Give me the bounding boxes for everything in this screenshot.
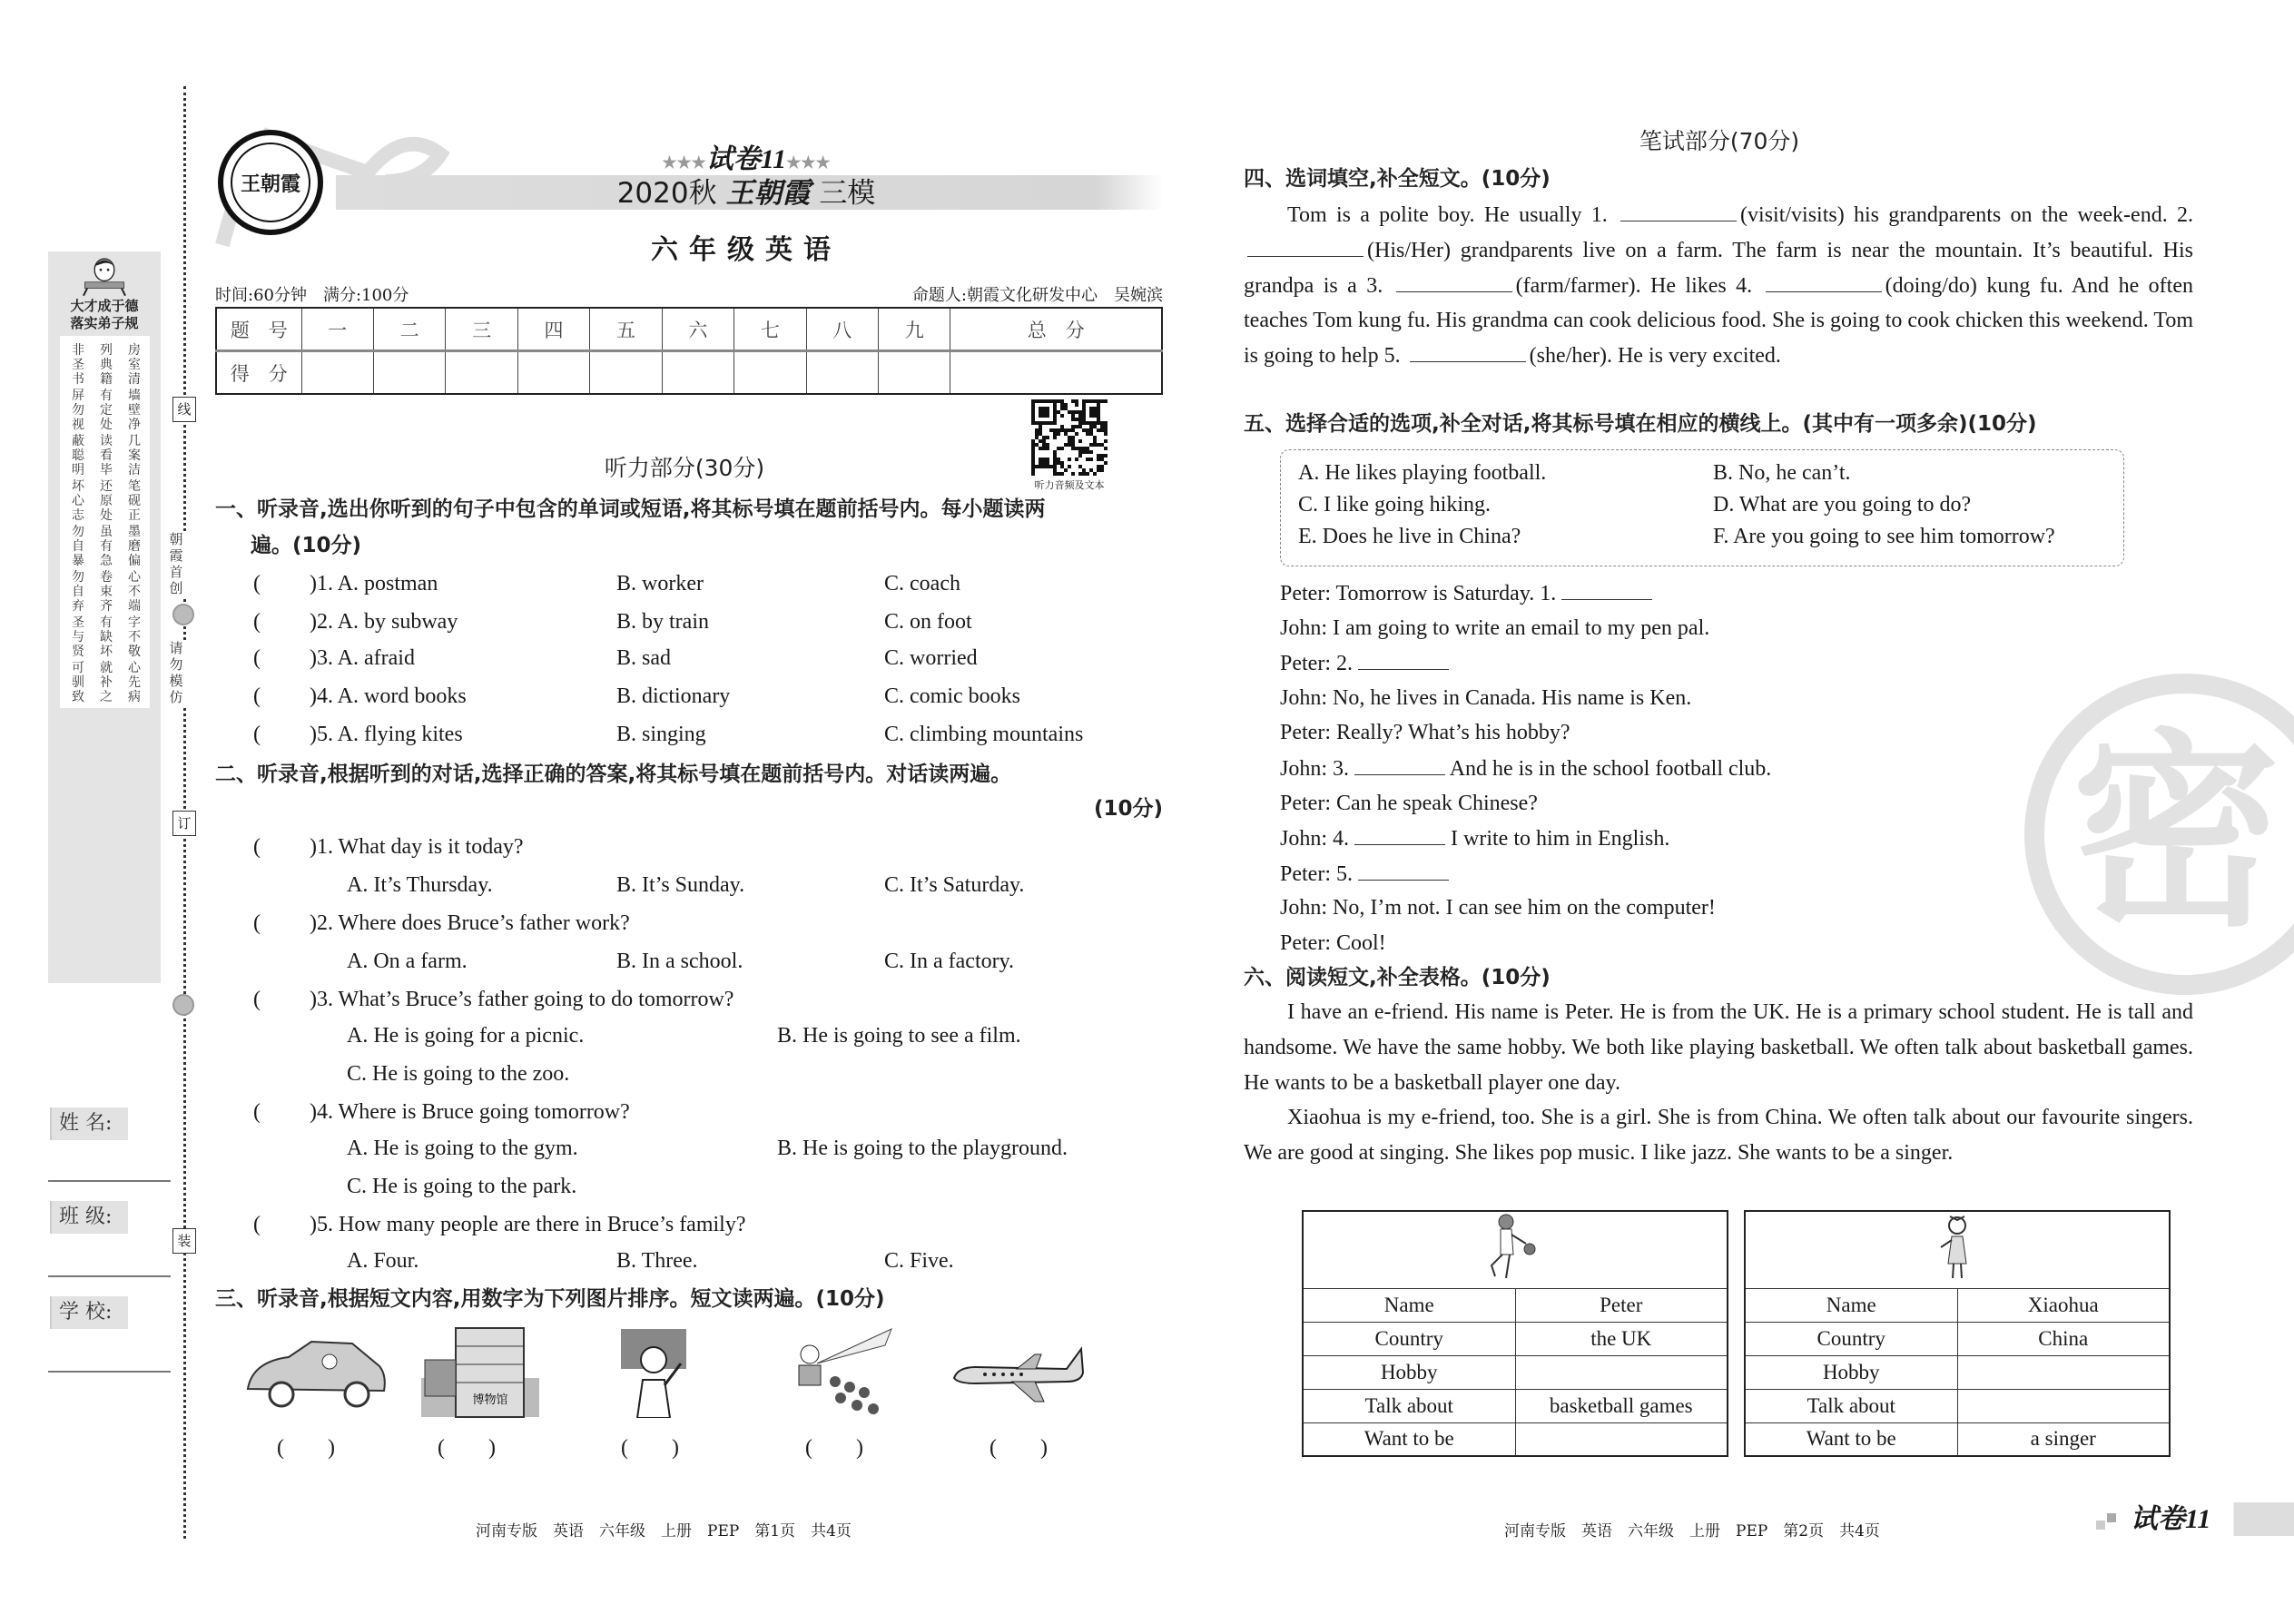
info-value-cell[interactable] [1515, 1355, 1728, 1389]
qr-caption: 听力音频及文本 [1034, 479, 1105, 491]
answer-paren[interactable]: ( [253, 911, 261, 935]
dialogue-text: Peter: Can he speak Chinese? [1280, 791, 1538, 815]
question-option-b: B. dictionary [616, 684, 731, 708]
dialogue-option: A. He likes playing football. [1298, 461, 1547, 485]
dialogue-text: John: No, he lives in Canada. His name is Ken. [1280, 685, 1692, 710]
dialogue-line [1280, 825, 1669, 851]
dialogue-text: Peter: 5. [1280, 861, 1358, 886]
info-label-cell: Talk about [1745, 1389, 1957, 1422]
poem-column: 有缺坏 [100, 615, 113, 659]
info-label-cell: Want to be [1303, 1422, 1515, 1456]
question-option-a: )1. A. postman [310, 572, 438, 595]
info-label-cell: Hobby [1303, 1355, 1515, 1389]
poem-column: 坏心志 [72, 479, 84, 523]
info-value-cell: Peter [1515, 1288, 1728, 1322]
score-row [216, 351, 1162, 395]
dialogue-line [1280, 755, 1771, 782]
dialogue-text: John: No, I’m not. I can see him on the computer! [1280, 896, 1716, 920]
dialogue-line [1280, 895, 1716, 920]
question-option-b: B. worker [616, 572, 704, 595]
dialogue-blank[interactable] [1354, 755, 1445, 775]
girl-picture [1745, 1211, 2170, 1288]
poem-column: 墙壁净 [128, 389, 141, 432]
name-label: 姓 名: [50, 1107, 128, 1140]
time-info: 时间:60分钟 满分:100分 [215, 286, 409, 305]
info-value-cell: the UK [1515, 1322, 1728, 1355]
question-text: )4. Where is Bruce going tomorrow? [310, 1100, 630, 1124]
question-option-a: )3. A. afraid [310, 646, 415, 670]
score-row-label: 得 分 [216, 351, 301, 395]
school-label: 学 校: [50, 1296, 128, 1329]
info-label-cell: Name [1745, 1288, 1957, 1322]
poem-column: 屏勿视 [72, 389, 84, 432]
score-input-cell[interactable] [806, 351, 878, 395]
info-table-row [1745, 1422, 2170, 1456]
dialogue-option: D. What are you going to do? [1713, 493, 1972, 517]
poem-column: 就补之 [100, 661, 113, 704]
answer-option: C. In a factory. [884, 950, 1015, 973]
poem-column: 字不敬 [128, 615, 141, 659]
dialogue-text: Peter: Cool! [1280, 931, 1386, 955]
dialogue-blank[interactable] [1358, 861, 1449, 881]
dialogue-text: Peter: 2. [1280, 652, 1358, 676]
dialogue-blank[interactable] [1358, 650, 1449, 670]
score-header-cell: 九 [879, 308, 950, 351]
dialogue-blank[interactable] [1561, 580, 1652, 600]
question-text: )1. What day is it today? [310, 835, 524, 859]
info-table-row [1303, 1322, 1728, 1355]
score-header-cell: 二 [373, 308, 445, 351]
class-input-line[interactable] [48, 1275, 171, 1277]
dialogue-text: John: 4. [1280, 827, 1355, 851]
score-header-cell: 三 [446, 308, 517, 351]
answer-option: B. It’s Sunday. [616, 873, 745, 897]
dialogue-option: F. Are you going to see him tomorrow? [1713, 525, 2055, 548]
dialogue-text-after: And he is in the school football club. [1445, 757, 1772, 781]
fill-in-blank[interactable] [1247, 237, 1364, 257]
question-text: )5. How many people are there in Bruce’s family? [310, 1213, 746, 1236]
score-header-cell: 五 [590, 308, 662, 351]
info-value-cell[interactable] [1957, 1355, 2170, 1389]
question-text: )2. Where does Bruce’s father work? [310, 911, 630, 935]
passage-segment: (she/her). He is very excited. [1529, 344, 1781, 369]
stars-icon: ★★★ [662, 153, 706, 172]
info-value-cell: China [1957, 1322, 2170, 1355]
passage-segment: Tom is a polite boy. He usually 1. [1287, 203, 1618, 227]
name-input-line[interactable] [48, 1180, 171, 1182]
dialogue-option: B. No, he can’t. [1713, 461, 1851, 485]
score-input-cell[interactable] [446, 351, 517, 395]
poem-column: 勿自弃 [72, 570, 84, 614]
dialogue-line [1280, 791, 1538, 816]
poem-column: 心不端 [128, 570, 141, 614]
score-input-cell[interactable] [590, 351, 662, 395]
poem-column: 可驯致 [72, 661, 84, 704]
dialogue-line [1280, 861, 1449, 887]
poem-column: 笔砚正 [128, 479, 141, 523]
answer-option: B. He is going to see a film. [777, 1024, 1021, 1048]
score-header-row [216, 308, 1162, 351]
passage-segment: (visit/visits) his grandparents on the week-end. 2. [1740, 203, 2193, 227]
dialogue-line [1280, 720, 1570, 745]
score-header-cell: 八 [806, 308, 878, 351]
score-input-cell[interactable] [950, 351, 1162, 395]
footer-badge-text: 试卷11 [2131, 1504, 2211, 1534]
answer-paren[interactable]: ( [253, 572, 261, 595]
score-input-cell[interactable] [301, 351, 373, 395]
answer-option: C. He is going to the park. [347, 1175, 577, 1198]
fill-in-blank[interactable] [1766, 272, 1882, 292]
vertical-note-original: 朝霞首创 [166, 531, 186, 596]
picture-row [1303, 1211, 1728, 1288]
answer-option: C. He is going to the zoo. [347, 1062, 570, 1086]
answer-option: A. It’s Thursday. [347, 873, 493, 897]
passage-segment: (doing/do) kung fu. And he often teaches Tom kung fu. His grandma can cook delicious food. She is going to cook chicken this weekend. Tom is going to help 5. [1244, 273, 2193, 369]
kids-watching-film-picture [790, 1327, 894, 1418]
paper-number: 试卷11 [705, 144, 787, 174]
score-header-cell: 六 [662, 308, 733, 351]
score-input-cell[interactable] [879, 351, 950, 395]
dialogue-line [1280, 580, 1652, 606]
peter-info-table [1302, 1210, 1728, 1457]
dialogue-text: Peter: Really? What’s his hobby? [1280, 721, 1570, 745]
answer-option: A. He is going for a picnic. [347, 1024, 585, 1048]
info-table-row [1745, 1322, 2170, 1355]
info-table-row [1745, 1288, 2170, 1322]
score-input-cell[interactable] [734, 351, 806, 395]
answer-paren[interactable]: ( [253, 646, 261, 670]
question-option-c: C. comic books [884, 684, 1020, 708]
binding-mark-zhuang: 装 [172, 1228, 196, 1254]
score-input-cell[interactable] [662, 351, 733, 395]
museum-picture [419, 1324, 542, 1419]
answer-option: A. On a farm. [347, 950, 468, 973]
banner-brand: 王朝霞 [725, 177, 811, 210]
dialogue-option: C. I like going hiking. [1298, 493, 1491, 517]
section-4-instruction: 四、选词填空,补全短文。(10分) [1244, 167, 1551, 191]
picture-row [1745, 1211, 2170, 1288]
score-header-cell: 一 [301, 308, 373, 351]
school-input-line[interactable] [48, 1371, 171, 1373]
footer-left: 河南专版 英语 六年级 上册 PEP 第1页 共4页 [476, 1522, 852, 1540]
question-option-b: B. by train [616, 610, 709, 634]
watermark-char: 密 [2072, 713, 2281, 955]
picture-order-paren[interactable]: ( ) [621, 1436, 679, 1460]
smiley-icon [172, 994, 194, 1016]
answer-option: C. Five. [884, 1249, 954, 1273]
answer-option: B. In a school. [616, 950, 743, 973]
answer-option: A. He is going to the gym. [347, 1137, 578, 1160]
info-value-cell[interactable] [1957, 1389, 2170, 1422]
info-value-cell: basketball games [1515, 1389, 1728, 1422]
question-option-b: B. sad [616, 646, 671, 670]
answer-option: B. He is going to the playground. [777, 1137, 1068, 1160]
poem-column: 虽有急 [100, 525, 113, 568]
dialogue-text: Peter: Tomorrow is Saturday. 1. [1280, 582, 1562, 605]
info-table-row [1303, 1389, 1728, 1422]
listening-section-title: 听力部分(30分) [604, 455, 765, 481]
sidebar-motto-1: 大才成于德 [70, 298, 139, 314]
dialogue-text-after: I write to him in English. [1445, 827, 1670, 851]
teacher-picture [617, 1327, 690, 1418]
airplane-picture [949, 1342, 1085, 1405]
dialogue-line [1280, 685, 1691, 711]
question-option-c: C. worried [884, 646, 978, 670]
qr-code-icon[interactable] [1031, 399, 1108, 476]
info-label-cell: Country [1303, 1322, 1515, 1355]
info-value-cell: a singer [1957, 1422, 2170, 1456]
binding-mark-ding: 订 [172, 811, 196, 836]
dialogue-option: E. Does he live in China? [1298, 525, 1521, 548]
answer-option: B. Three. [616, 1249, 698, 1273]
section-2-instruction: 二、听录音,根据听到的对话,选择正确的答案,将其标号填在题前括号内。对话读两遍。 [215, 763, 1012, 786]
poem-column: 还原处 [100, 479, 113, 523]
score-input-cell[interactable] [373, 351, 445, 395]
museum-sign: 博物馆 [472, 1393, 508, 1407]
banner-year: 2020秋 [616, 177, 717, 210]
dialogue-line [1280, 615, 1709, 641]
score-header-cell: 题 号 [216, 308, 301, 351]
picture-order-paren[interactable]: ( ) [805, 1436, 863, 1460]
passage-text [1244, 198, 2193, 374]
info-value-cell[interactable] [1515, 1422, 1728, 1456]
question-option-a: )2. A. by subway [310, 610, 458, 634]
sidebar-motto-2: 落实弟子规 [70, 315, 139, 331]
question-option-a: )5. A. flying kites [310, 723, 463, 746]
info-value-cell: Xiaohua [1957, 1288, 2170, 1322]
info-table-row [1303, 1288, 1728, 1322]
fill-in-blank[interactable] [1396, 272, 1512, 292]
info-label-cell: Country [1745, 1322, 1957, 1355]
section-6-instruction: 六、阅读短文,补全表格。(10分) [1244, 966, 1551, 989]
vertical-note-no-copy: 请勿模仿 [166, 640, 186, 705]
question-option-b: B. singing [616, 723, 706, 746]
dialogue-blank[interactable] [1354, 825, 1445, 845]
section-3-instruction: 三、听录音,根据短文内容,用数字为下列图片排序。短文读两遍。(10分) [215, 1287, 885, 1311]
xiaohua-info-table [1744, 1210, 2171, 1457]
answer-paren[interactable]: ( [253, 835, 261, 859]
section-2-points: (10分) [1093, 797, 1163, 821]
question-option-c: C. climbing mountains [884, 723, 1084, 746]
question-text: )3. What’s Bruce’s father going to do tomorrow? [310, 988, 734, 1011]
info-table-row [1745, 1389, 2170, 1422]
answer-option: A. Four. [347, 1249, 419, 1273]
info-table-row [1745, 1355, 2170, 1389]
poem-column: 房室清 [128, 343, 141, 387]
picture-order-paren[interactable]: ( ) [438, 1436, 496, 1460]
poem-column: 蔽聪明 [72, 434, 84, 477]
poem-column: 读看毕 [100, 434, 113, 477]
answer-paren[interactable]: ( [253, 610, 261, 634]
class-label: 班 级: [50, 1201, 128, 1234]
question-option-a: )4. A. word books [310, 684, 467, 708]
binding-mark-xian: 线 [172, 397, 196, 422]
info-label-cell: Hobby [1745, 1355, 1957, 1389]
score-header-cell: 四 [517, 308, 589, 351]
score-table [215, 307, 1163, 395]
watermark-seal [2024, 674, 2294, 995]
passage-segment: (farm/farmer). He likes 4. [1515, 273, 1762, 298]
section-1-instruction: 一、听录音,选出你听到的句子中包含的单词或短语,将其标号填在题前括号内。每小题读两 [215, 497, 1046, 521]
section-1-instruction-cont: 遍。(10分) [251, 534, 362, 557]
info-table-row [1303, 1422, 1728, 1456]
poem-column: 勿自暴 [72, 525, 84, 568]
poem-column: 有定处 [100, 389, 113, 432]
poem-column: 心先病 [128, 661, 141, 704]
poem-column: 列典籍 [100, 343, 113, 387]
car-picture [243, 1334, 389, 1416]
fill-in-blank[interactable] [1620, 202, 1737, 221]
picture-order-paren[interactable]: ( ) [989, 1436, 1048, 1460]
answer-paren[interactable]: ( [253, 988, 261, 1011]
question-option-c: C. coach [884, 572, 960, 595]
score-header-cell: 总 分 [950, 308, 1162, 351]
passage-paragraph-xiaohua: Xiaohua is my e-friend, too. She is a girl. She is from China. We often talk about our favourite singers. We are good at singing. She likes pop music. I like jazz. She wants to be a singer. [1244, 1106, 2193, 1166]
poem-column: 卷束齐 [100, 570, 113, 614]
footer-badge [2092, 1502, 2294, 1536]
stars-icon: ★★★ [786, 153, 831, 172]
poem-column: 墨磨偏 [128, 525, 141, 568]
dialogue-text: John: I am going to write an email to my pen pal. [1280, 615, 1710, 640]
section-6-passage [1244, 995, 2193, 1171]
answer-paren[interactable]: ( [253, 1100, 261, 1124]
info-label-cell: Talk about [1303, 1389, 1515, 1422]
poem-column: 圣与贤 [72, 615, 84, 659]
answer-paren[interactable]: ( [253, 723, 261, 746]
info-label-cell: Want to be [1745, 1422, 1957, 1456]
dialogue-line [1280, 650, 1449, 676]
passage-paragraph-peter: I have an e-friend. His name is Peter. He is from the UK. He is a primary school student. He is tall and handsome. We have the same hobby. We both like playing basketball. We often talk about basketball games. He wants to be a basketball player one day. [1244, 1000, 2193, 1095]
author-info: 命题人:朝霞文化研发中心 吴婉滨 [911, 286, 1163, 305]
info-label-cell: Name [1303, 1288, 1515, 1322]
basketball-boy-picture [1303, 1211, 1728, 1288]
passage-segment: (His/Her) grandparents live on a farm. The farm is near the mountain. It’s beautiful. His grandpa is a 3. [1244, 238, 2193, 298]
section-5-instruction: 五、选择合适的选项,补全对话,将其标号填在相应的横线上。(其中有一项多余)(10分) [1244, 412, 2037, 436]
score-header-cell: 七 [734, 308, 806, 351]
dialogue-text: John: 3. [1280, 757, 1355, 781]
poem-column: 非圣书 [72, 343, 84, 387]
subject-title: 六年级英语 [651, 234, 842, 266]
poem-column: 几案洁 [128, 434, 141, 477]
writing-section-title: 笔试部分(70分) [1639, 128, 1800, 154]
score-input-cell[interactable] [517, 351, 589, 395]
footer-right: 河南专版 英语 六年级 上册 PEP 第2页 共4页 [1504, 1522, 1880, 1540]
section-4-passage [1244, 198, 2193, 374]
answer-paren[interactable]: ( [253, 1213, 261, 1236]
answer-option: C. It’s Saturday. [884, 873, 1025, 897]
fill-in-blank[interactable] [1410, 342, 1526, 362]
answer-paren[interactable]: ( [253, 684, 261, 708]
banner-suffix: 三模 [819, 177, 876, 210]
smiley-icon [172, 604, 194, 625]
info-table-row [1303, 1355, 1728, 1389]
picture-order-paren[interactable]: ( ) [277, 1436, 335, 1460]
dialogue-line [1280, 930, 1386, 956]
logo-text: 王朝霞 [231, 143, 310, 222]
question-option-c: C. on foot [884, 610, 972, 634]
